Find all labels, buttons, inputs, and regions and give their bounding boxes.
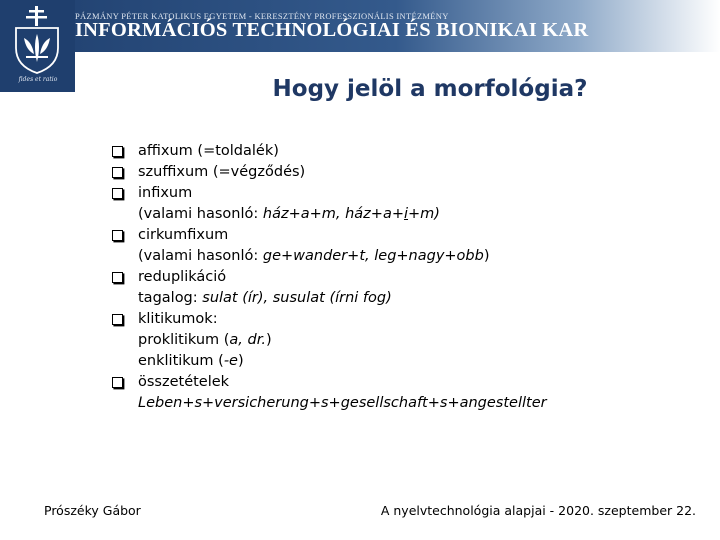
university-name: PÁZMÁNY PÉTER KATOLIKUS EGYETEM - KERESZTÉNY PROFESSZIONÁLIS INTÉZMÉNY (75, 11, 449, 21)
item-example: (valami hasonló: ge+wander+t, leg+nagy+obb) (138, 248, 490, 264)
list-item (108, 141, 708, 162)
checkbox-bullet-icon (112, 230, 123, 241)
list-item (108, 309, 708, 372)
item-example-enclitic: enklitikum (-e) (138, 353, 244, 369)
item-example-proclitic: proklitikum (a, dr.) (138, 332, 272, 348)
faculty-name: INFORMÁCIÓS TECHNOLÓGIAI ÉS BIONIKAI KAR (75, 19, 589, 41)
item-label: cirkumfixum (138, 227, 229, 243)
footer-author: Prószéky Gábor (44, 503, 141, 518)
checkbox-bullet-icon (112, 146, 123, 157)
item-label: szuffixum (=végződés) (138, 164, 306, 180)
slide-title: Hogy jelöl a morfológia? (272, 76, 588, 102)
item-example: (valami hasonló: ház+a+m, ház+a+i+m) (138, 206, 440, 222)
university-logo (0, 0, 75, 92)
checkbox-bullet-icon (112, 188, 123, 199)
footer-course-date: A nyelvtechnológia alapjai - 2020. szeptember 22. (380, 503, 696, 518)
logo-motto: fides et ratio (18, 76, 58, 83)
item-label: reduplikáció (138, 269, 227, 285)
list-item (108, 267, 708, 309)
item-label: klitikumok: (138, 311, 218, 327)
list-item (108, 162, 708, 183)
checkbox-bullet-icon (112, 272, 123, 283)
list-item (108, 372, 708, 414)
university-crest-icon (4, 4, 70, 76)
checkbox-bullet-icon (112, 314, 123, 325)
item-example: Leben+s+versicherung+s+gesellschaft+s+angestellter (138, 395, 547, 411)
item-example: tagalog: sulat (ír), susulat (írni fog) (138, 290, 392, 306)
item-label: infixum (138, 185, 193, 201)
list-item (108, 225, 708, 267)
item-label: affixum (=toldalék) (138, 143, 279, 159)
checkbox-bullet-icon (112, 377, 123, 388)
list-item (108, 183, 708, 225)
item-label: összetételek (138, 374, 230, 390)
checkbox-bullet-icon (112, 167, 123, 178)
bullet-list (108, 141, 708, 414)
